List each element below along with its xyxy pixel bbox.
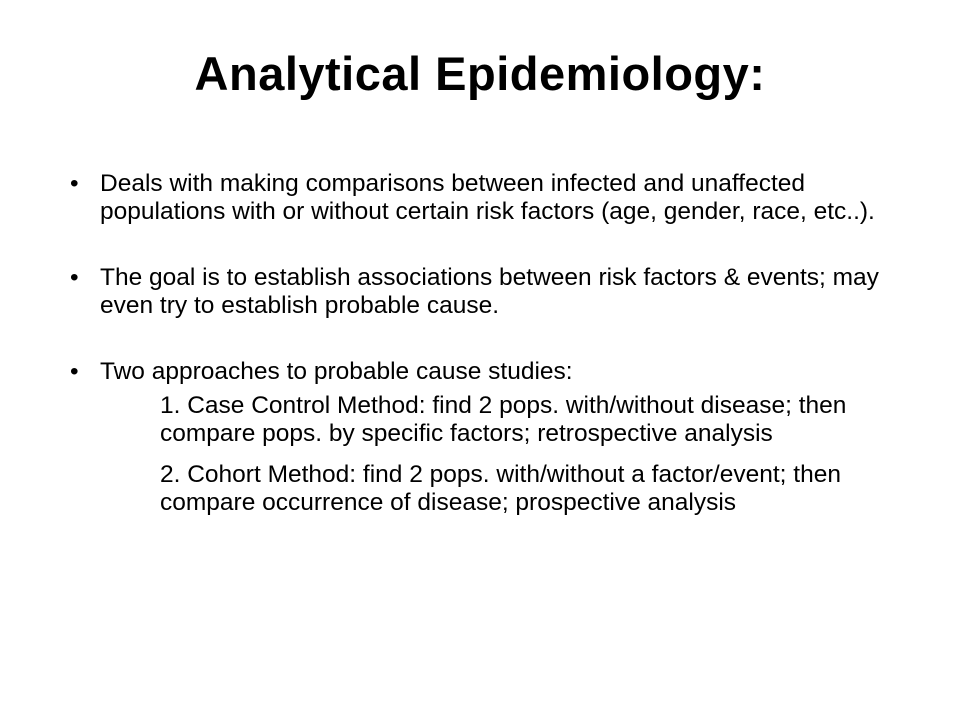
bullet-item [70, 264, 930, 320]
sub-item-cohort: 2. Cohort Method: find 2 pops. with/without a factor/event; then compare occurrence of disease; prospective analysis [160, 461, 841, 516]
bullet-item [70, 358, 930, 517]
slide-title: Analytical Epidemiology: [194, 47, 766, 100]
bullet-list [70, 170, 930, 517]
sub-item-case-control: 1. Case Control Method: find 2 pops. with/without disease; then compare pops. by specific factors; retrospective analysis [160, 392, 847, 447]
bullet-dot-icon: • [70, 264, 79, 291]
bullet-dot-icon: • [70, 170, 79, 197]
bullet-text: Deals with making comparisons between infected and unaffected populations with or without certain risk factors (age, gender, race, etc..). [100, 170, 875, 225]
bullet-text: The goal is to establish associations between risk factors & events; may even try to establish probable cause. [100, 264, 879, 319]
bullet-item [70, 170, 930, 226]
bullet-text: Two approaches to probable cause studies: [100, 358, 573, 385]
bullet-dot-icon: • [70, 358, 79, 385]
